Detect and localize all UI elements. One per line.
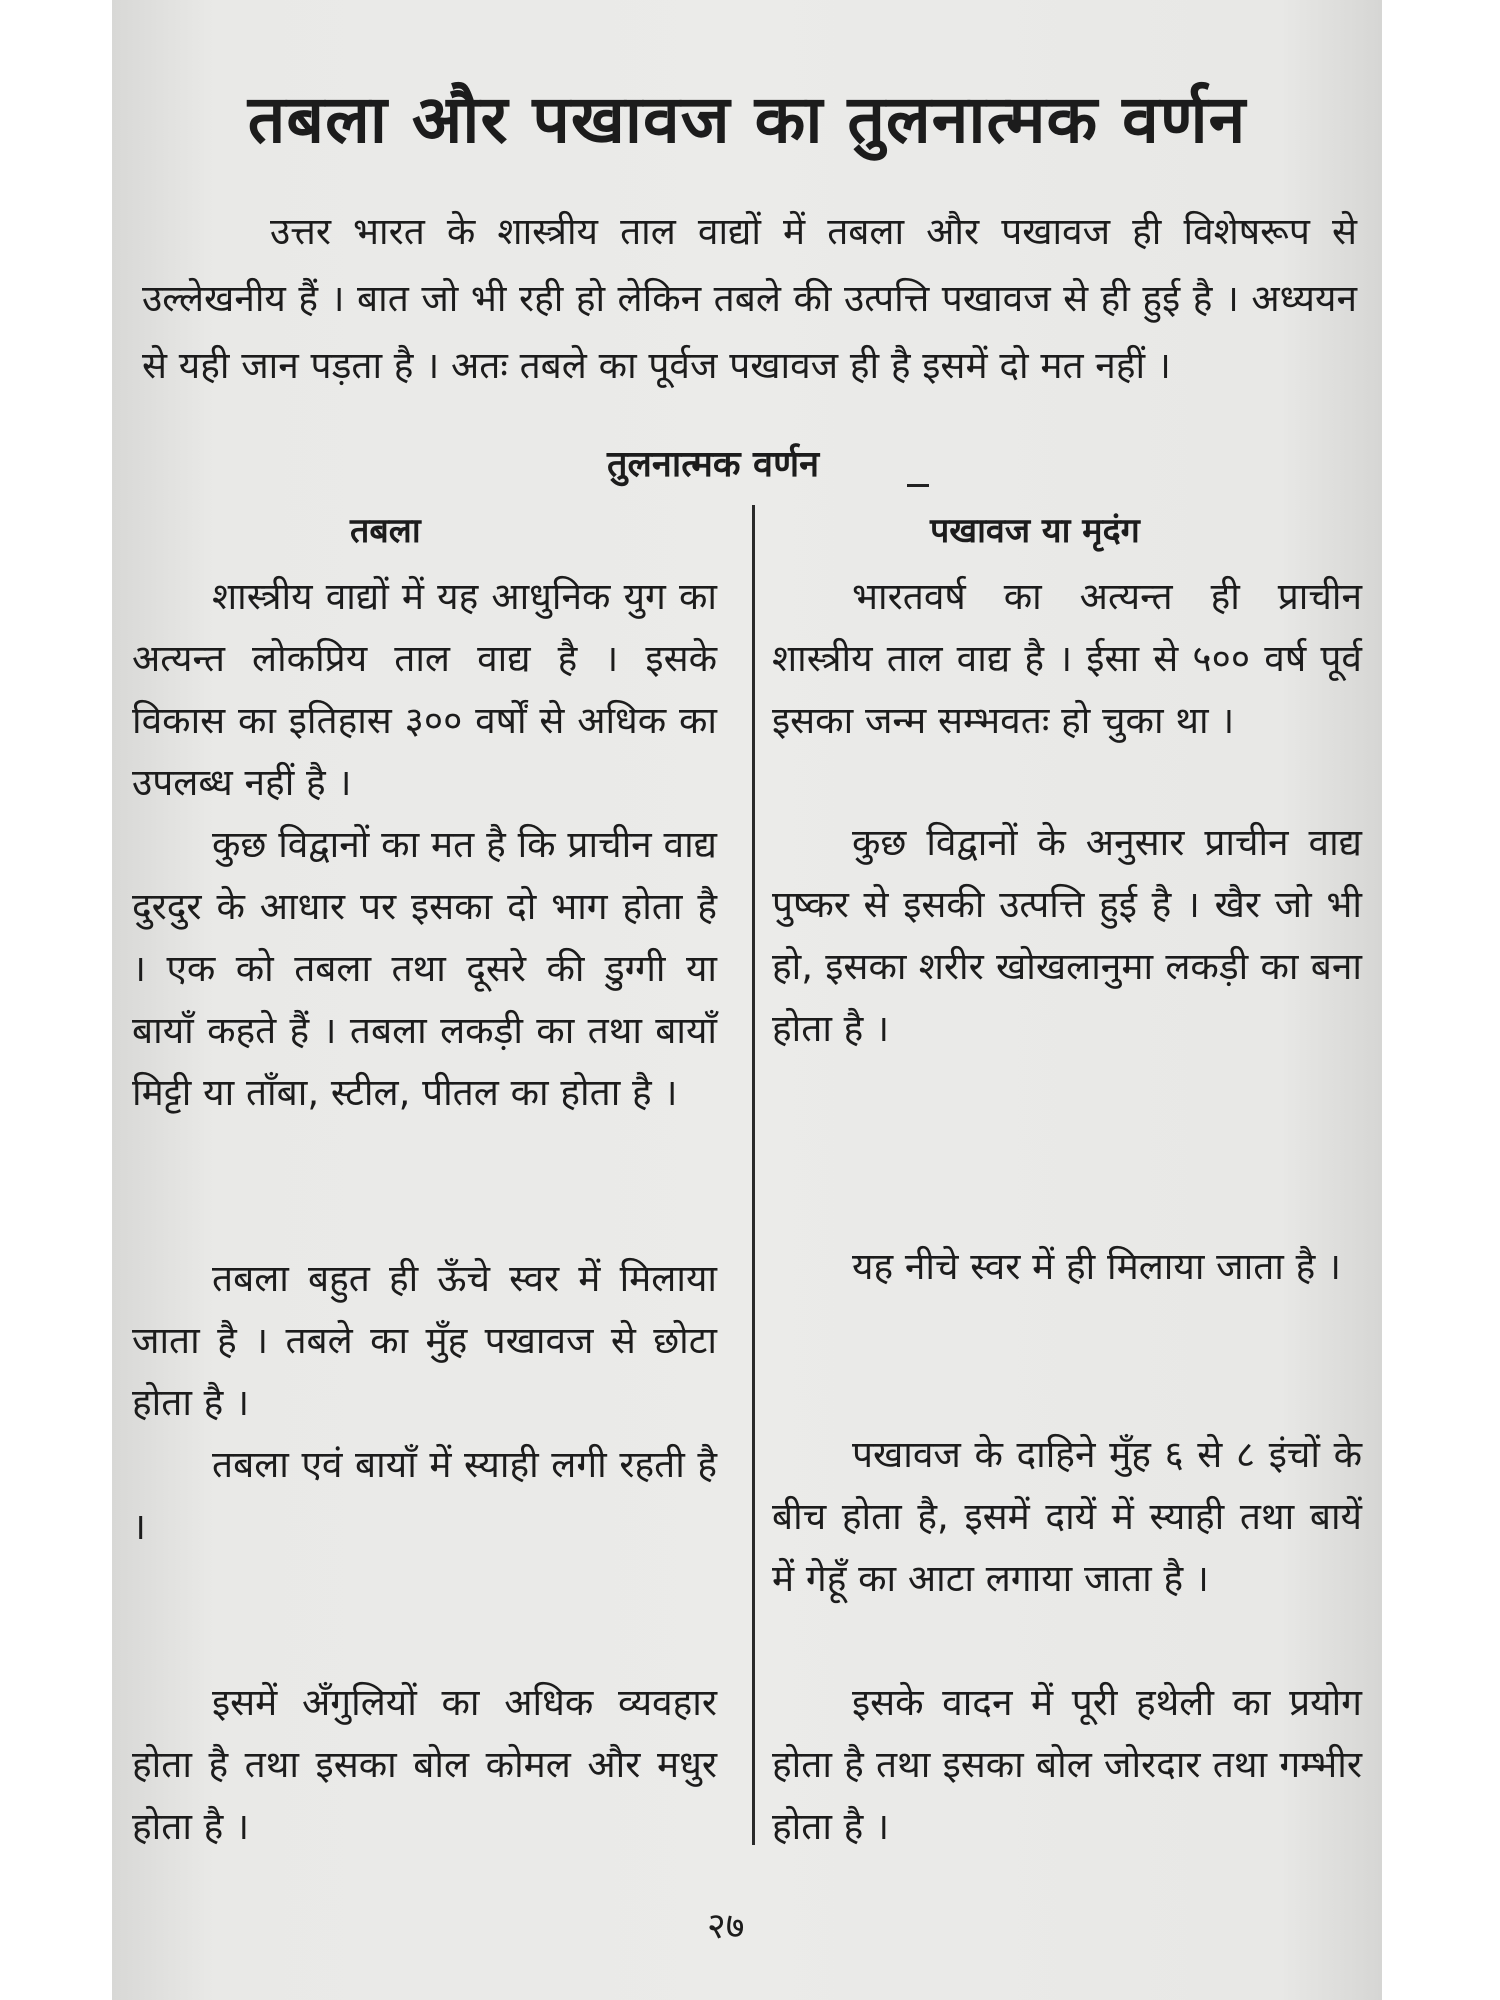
- book-page: [112, 0, 1382, 2000]
- page-number: २७: [707, 1906, 745, 1947]
- outer-margin-right: [1382, 0, 1500, 2000]
- page-title: तबला और पखावज का तुलनात्मक वर्णन: [247, 81, 1247, 158]
- pakhawaj-paragraph-2: कुछ विद्वानों के अनुसार प्राचीन वाद्य पुष्कर से इसकी उत्पत्ति हुई है । खैर जो भी हो, इसका शरीर खोखलानुमा लकड़ी का बना होता है ।: [772, 821, 1362, 1050]
- tabla-paragraph-1: शास्त्रीय वाद्यों में यह आधुनिक युग का अत्यन्त लोकप्रिय ताल वाद्य है । इसके विकास का इतिहास ३०० वर्षों से अधिक का उपलब्ध नहीं है ।: [132, 575, 717, 804]
- intro-paragraph: उत्तर भारत के शास्त्रीय ताल वाद्यों में तबला और पखावज ही विशेषरूप से उल्लेखनीय हैं । बात जो भी रही हो लेकिन तबले की उत्पत्ति पखावज से ही हुई है । अध्ययन से यही जान पड़ता है । अतः तबले का पूर्वज पखावज ही है इसमें दो मत नहीं ।: [142, 210, 1357, 387]
- pakhawaj-paragraph-4: पखावज के दाहिने मुँह ६ से ८ इंचों के बीच होता है, इसमें दायें में स्याही तथा बायें में गेहूँ का आटा लगाया जाता है ।: [772, 1433, 1362, 1600]
- pakhawaj-paragraph-5: इसके वादन में पूरी हथेली का प्रयोग होता है तथा इसका बोल जोरदार तथा गम्भीर होता है ।: [772, 1681, 1362, 1848]
- pakhawaj-paragraph-1: भारतवर्ष का अत्यन्त ही प्राचीन शास्त्रीय ताल वाद्य है । ईसा से ५०० वर्ष पूर्व इसका जन्म सम्भवतः हो चुका था ।: [772, 575, 1362, 742]
- tabla-paragraph-5: इसमें अँगुलियों का अधिक व्यवहार होता है तथा इसका बोल कोमल और मधुर होता है ।: [132, 1681, 717, 1848]
- tabla-paragraph-3: तबला बहुत ही ऊँचे स्वर में मिलाया जाता है । तबले का मुँह पखावज से छोटा होता है ।: [132, 1257, 717, 1424]
- outer-margin-left: [0, 0, 112, 2000]
- pakhawaj-column-heading: पखावज या मृदंग: [930, 511, 1140, 551]
- heading-dash: [907, 484, 929, 487]
- column-divider: [752, 505, 755, 1845]
- pakhawaj-paragraph-3: यह नीचे स्वर में ही मिलाया जाता है ।: [852, 1245, 1342, 1288]
- section-heading: तुलनात्मक वर्णन: [607, 444, 820, 485]
- tabla-paragraph-2: कुछ विद्वानों का मत है कि प्राचीन वाद्य दुरदुर के आधार पर इसका दो भाग होता है । एक को तबला तथा दूसरे की डुग्गी या बायाँ कहते हैं । तबला लकड़ी का तथा बायाँ मिट्टी या ताँबा, स्टील, पीतल का होता है ।: [132, 823, 717, 1114]
- tabla-paragraph-4: तबला एवं बायाँ में स्याही लगी रहती है ।: [132, 1443, 717, 1548]
- tabla-column-heading: तबला: [350, 511, 421, 551]
